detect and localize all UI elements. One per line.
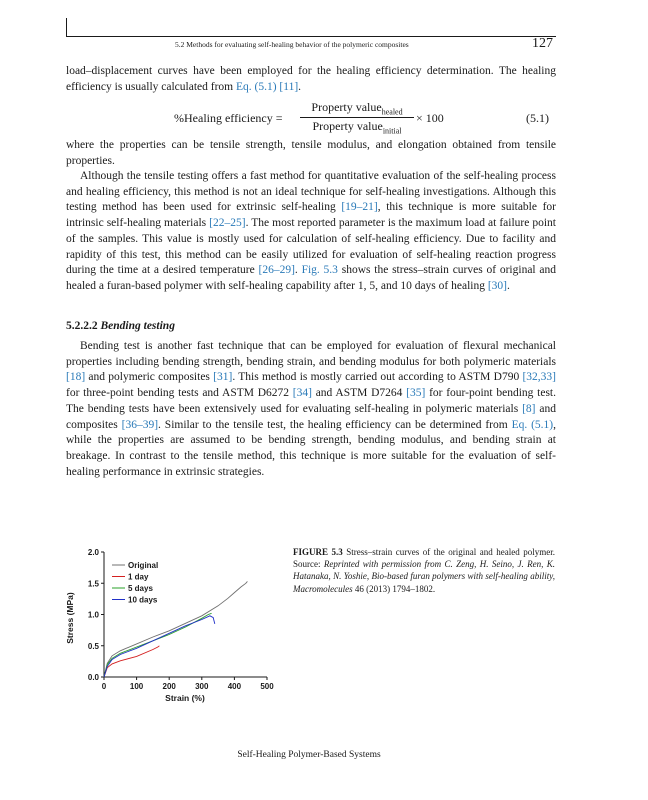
ref-22-25[interactable]: [22–25]: [209, 217, 246, 230]
legend-label: 1 day: [128, 572, 149, 582]
y-axis-label: Stress (MPa): [65, 592, 75, 644]
para3-text-6: .: [507, 279, 510, 292]
caption-text: Stress–strain curves of the original and healed polymer. Source:: [293, 547, 556, 570]
denominator-subscript: initial: [382, 126, 402, 136]
para4-text-5: and ASTM D7264: [311, 387, 407, 400]
ref-11[interactable]: [11]: [279, 80, 299, 93]
equation-number: (5.1): [526, 111, 549, 125]
ref-18[interactable]: [18]: [66, 371, 86, 384]
para1-text-3: .: [298, 80, 302, 93]
top-left-rule: [66, 18, 67, 36]
x-tick-label: 200: [162, 682, 176, 691]
ref-36-39[interactable]: [36–39]: [121, 418, 159, 431]
legend-label: 10 days: [128, 595, 158, 605]
paragraph-2: where the properties can be tensile strength, tensile modulus, and elongation obtained from tensile properties.: [66, 139, 556, 167]
y-tick-label: 0.5: [87, 641, 99, 651]
x-tick-label: 400: [227, 682, 242, 691]
ref-34[interactable]: [34]: [292, 387, 312, 400]
para3-text-1: Although the tensile testing offers a fast method for quantitative evaluation of the self-healing process and healing efficiency, this method is not an ideal technique for self-healing investigations. Although this testing method has been used for extrinsic self-healing: [66, 170, 556, 214]
para3-text-5: shows the stress–strain curves of original and healed a furan-based polymer with self-healing capability after 1, 5, and 10 days of healing: [66, 264, 556, 292]
caption-citation: 46 (2013) 1794–1802.: [352, 583, 436, 594]
series-line-original: [104, 581, 247, 677]
para4-text-2: and polymeric composites: [85, 371, 214, 384]
figure-caption: [293, 546, 555, 595]
equation-lhs: %Healing efficiency =: [174, 111, 283, 125]
para4-text-8: . Similar to the tensile test, the healing efficiency can be determined from: [158, 418, 512, 431]
ref-32-33[interactable]: [32,33]: [522, 371, 556, 384]
section-heading: [66, 320, 175, 332]
equation-5-1: [66, 100, 556, 134]
y-tick-label: 1.5: [87, 579, 99, 589]
numerator-subscript: healed: [381, 107, 403, 117]
section-number: 5.2.2.2: [66, 320, 98, 332]
paragraph-3: [66, 169, 556, 295]
denominator-text: Property value: [312, 119, 383, 134]
equation-numerator: [300, 100, 414, 118]
para4-text-6: for four-point bending test. The bending tests have been extensively used for evaluating self-healing in polymeric materials: [66, 387, 556, 415]
para3-text-2: , this technique is more suitable for intrinsic self-healing materials: [66, 201, 556, 230]
para4-text-3: . This method is mostly carried out according to ASTM D790: [232, 371, 523, 384]
series-line-5-days: [104, 613, 212, 677]
para3-text-4: .: [294, 264, 302, 277]
caption-label: FIGURE 5.3: [293, 547, 343, 557]
ref-8[interactable]: [8]: [522, 402, 536, 415]
para4-text-1: Bending test is another fast technique that can be employed for evaluation of flexural mechanical properties including bending strength, bending strain, and bending modulus for both polymeric materials: [66, 340, 556, 368]
equation-fraction: [300, 100, 414, 136]
caption-source: Reprinted with permission from C. Zeng, H. Seino, J. Ren, K. Hatanaka, N. Yoshie, Bio-based furan polymers with self-healing ability, Macromolecules: [293, 559, 555, 594]
ref-30[interactable]: [30]: [487, 279, 508, 292]
ref-eq-5-1[interactable]: Eq. (5.1): [235, 80, 277, 93]
x-tick-label: 300: [195, 682, 209, 691]
ref-fig-5-3[interactable]: Fig. 5.3: [301, 264, 338, 277]
y-tick-label: 2.0: [87, 548, 99, 557]
page-number: 127: [532, 36, 553, 51]
ref-31[interactable]: [31]: [213, 371, 233, 384]
x-tick-label: 100: [129, 682, 144, 691]
paragraph-1: [66, 64, 556, 95]
x-axis-label: Strain (%): [165, 693, 205, 703]
ref-eq-5-1-second[interactable]: Eq. (5.1): [511, 418, 554, 431]
legend-label: Original: [128, 561, 159, 570]
ref-19-21[interactable]: [19–21]: [341, 201, 378, 214]
legend-label: 5 days: [128, 584, 153, 593]
para4-text-7: and composites: [66, 402, 556, 431]
equation-denominator: [300, 118, 414, 135]
paragraph-4: [66, 339, 556, 480]
y-tick-label: 1.0: [87, 610, 99, 620]
ref-26-29[interactable]: [26–29]: [258, 264, 295, 277]
page-footer: Self-Healing Polymer-Based Systems: [237, 750, 381, 760]
para1-text-1: load–displacement curves have been employed for the healing efficiency determination. The healing efficiency is usually calculated from: [66, 65, 556, 93]
para3-text-3: . The most reported parameter is the maximum load at failure point of the samples. This value is mostly used for calculation of self-healing efficiency. Due to facility and rapidity of this test, this method can be easily utilized for evaluation of self-healing reaction progress during the time at a desired temperature: [66, 217, 556, 277]
y-tick-label: 0.0: [87, 673, 99, 682]
section-title: Bending testing: [100, 320, 175, 332]
x-tick-label: 500: [260, 682, 274, 691]
running-header-title: 5.2 Methods for evaluating self-healing behavior of the polymeric composites: [175, 40, 409, 49]
x-tick-label: 0: [101, 682, 107, 691]
stress-strain-chart: [62, 540, 277, 710]
equation-multiplier: × 100: [416, 111, 444, 125]
para4-text-9: , while the properties are assumed to be bending strength, bending modulus, and bending strain at breakage. In contrast to the tensile method, this technique is more suitable for the evaluation of self-healing performance in extrinsic strategies.: [66, 418, 556, 478]
series-line-10-days: [104, 616, 215, 677]
para4-text-4: for three-point bending tests and ASTM D6272: [66, 387, 293, 400]
ref-35[interactable]: [35]: [406, 387, 426, 400]
numerator-text: Property value: [311, 100, 382, 114]
